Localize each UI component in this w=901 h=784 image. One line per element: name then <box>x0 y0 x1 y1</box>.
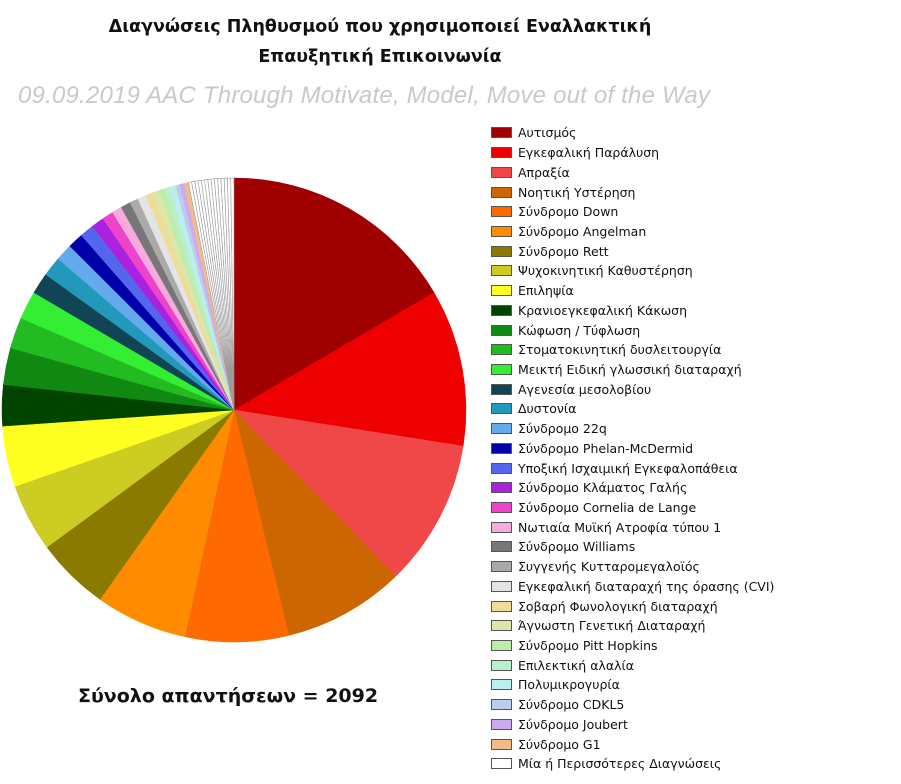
legend-label-20: Σύνδρομο Cornelia de Lange <box>518 500 697 516</box>
legend-label-14: Αγενεσία μεσολοβίου <box>518 381 652 397</box>
legend-item-15 <box>491 399 896 419</box>
legend-item-25 <box>491 596 896 616</box>
legend-label-33: Μία ή Περισσότερες Διαγνώσεις <box>518 756 722 772</box>
chart-subtitle: 09.09.2019 AAC Through Motivate, Model, Move out of the Way <box>18 82 711 109</box>
legend-label-31: Σύνδρομο Joubert <box>518 716 628 732</box>
legend-item-31 <box>491 715 896 735</box>
pie-chart <box>0 170 470 650</box>
legend-item-3 <box>491 162 896 182</box>
legend-swatch-33 <box>491 758 512 769</box>
legend-label-5: Σύνδρομο Down <box>518 204 619 220</box>
legend-item-12 <box>491 340 896 360</box>
legend-swatch-10 <box>491 305 512 316</box>
legend-swatch-25 <box>491 601 512 612</box>
legend-label-29: Πολυμικρογυρία <box>518 677 620 693</box>
legend-item-24 <box>491 577 896 597</box>
legend-label-25: Σοβαρή Φωνολογική διαταραχή <box>518 598 718 614</box>
legend-swatch-11 <box>491 325 512 336</box>
legend-swatch-30 <box>491 699 512 710</box>
legend-label-24: Εγκεφαλική διαταραχή της όρασης (CVI) <box>518 578 775 594</box>
legend-swatch-5 <box>491 206 512 217</box>
legend-label-13: Μεικτή Ειδική γλωσσική διαταραχή <box>518 361 742 377</box>
legend-item-16 <box>491 419 896 439</box>
legend-label-6: Σύνδρομο Angelman <box>518 223 647 239</box>
legend-item-9 <box>491 281 896 301</box>
legend-swatch-8 <box>491 265 512 276</box>
legend-item-10 <box>491 300 896 320</box>
legend-swatch-28 <box>491 660 512 671</box>
legend-item-7 <box>491 241 896 261</box>
legend-swatch-1 <box>491 127 512 138</box>
legend-item-29 <box>491 675 896 695</box>
legend-item-30 <box>491 695 896 715</box>
legend-swatch-6 <box>491 226 512 237</box>
legend-label-2: Εγκεφαλική Παράλυση <box>518 145 660 161</box>
legend-swatch-9 <box>491 285 512 296</box>
legend-label-1: Αυτισμός <box>518 125 577 141</box>
legend-item-21 <box>491 517 896 537</box>
legend-swatch-14 <box>491 384 512 395</box>
legend-swatch-29 <box>491 679 512 690</box>
legend-label-21: Νωτιαία Μυϊκή Ατροφία τύπου 1 <box>518 519 722 535</box>
legend-swatch-27 <box>491 640 512 651</box>
legend-swatch-15 <box>491 403 512 414</box>
legend-item-20 <box>491 498 896 518</box>
legend-swatch-32 <box>491 739 512 750</box>
legend-swatch-12 <box>491 344 512 355</box>
legend-label-10: Κρανιοεγκεφαλική Κάκωση <box>518 302 688 318</box>
legend-item-2 <box>491 143 896 163</box>
legend-item-19 <box>491 478 896 498</box>
legend-swatch-18 <box>491 463 512 474</box>
legend-item-5 <box>491 202 896 222</box>
legend-item-18 <box>491 458 896 478</box>
legend-label-16: Σύνδρομο 22q <box>518 421 607 437</box>
legend-label-15: Δυστονία <box>518 401 577 417</box>
total-responses-label: Σύνολο απαντήσεων = 2092 <box>78 685 379 707</box>
legend-swatch-17 <box>491 443 512 454</box>
legend-label-4: Νοητική Υστέρηση <box>518 184 636 200</box>
legend-swatch-26 <box>491 620 512 631</box>
legend-label-30: Σύνδρομο CDKL5 <box>518 697 625 713</box>
legend-label-17: Σύνδρομο Phelan-McDermid <box>518 440 694 456</box>
chart-title-line-1: Διαγνώσεις Πληθυσμού που χρησιμοποιεί Εναλλακτική <box>108 17 652 37</box>
legend-item-33 <box>491 754 896 774</box>
legend-swatch-20 <box>491 502 512 513</box>
legend-item-8 <box>491 261 896 281</box>
legend-label-11: Κώφωση / Τύφλωση <box>518 322 641 338</box>
legend-item-14 <box>491 379 896 399</box>
legend-swatch-24 <box>491 581 512 592</box>
legend-label-9: Επιληψία <box>518 283 574 299</box>
legend-label-7: Σύνδρομο Rett <box>518 243 609 259</box>
legend-item-17 <box>491 439 896 459</box>
legend-item-4 <box>491 182 896 202</box>
legend-swatch-7 <box>491 246 512 257</box>
legend-label-19: Σύνδρομο Κλάματος Γαλής <box>518 480 688 496</box>
legend-swatch-19 <box>491 482 512 493</box>
legend-item-6 <box>491 222 896 242</box>
legend-label-8: Ψυχοκινητική Καθυστέρηση <box>518 263 693 279</box>
legend-item-1 <box>491 123 896 143</box>
legend-label-23: Συγγενής Κυτταρομεγαλοϊός <box>518 559 700 575</box>
legend-item-26 <box>491 616 896 636</box>
legend-swatch-16 <box>491 423 512 434</box>
chart-legend <box>491 123 896 774</box>
legend-item-11 <box>491 320 896 340</box>
legend-swatch-2 <box>491 147 512 158</box>
legend-swatch-23 <box>491 561 512 572</box>
legend-swatch-31 <box>491 719 512 730</box>
legend-label-3: Απραξία <box>518 164 570 180</box>
legend-item-32 <box>491 734 896 754</box>
legend-item-13 <box>491 360 896 380</box>
legend-item-28 <box>491 655 896 675</box>
legend-label-28: Επιλεκτική αλαλία <box>518 657 634 673</box>
chart-title-line-2: Επαυξητική Επικοινωνία <box>258 47 502 67</box>
legend-label-22: Σύνδρομο Williams <box>518 539 636 555</box>
legend-label-18: Υποξική Ισχαιμική Εγκεφαλοπάθεια <box>518 460 738 476</box>
legend-label-12: Στοματοκινητική δυσλειτουργία <box>518 342 722 358</box>
legend-swatch-21 <box>491 522 512 533</box>
legend-swatch-3 <box>491 167 512 178</box>
legend-label-27: Σύνδρομο Pitt Hopkins <box>518 638 658 654</box>
legend-label-26: Άγνωστη Γενετική Διαταραχή <box>518 618 706 634</box>
chart-title <box>60 12 700 72</box>
legend-swatch-13 <box>491 364 512 375</box>
legend-item-22 <box>491 537 896 557</box>
legend-swatch-4 <box>491 187 512 198</box>
legend-item-27 <box>491 636 896 656</box>
legend-item-23 <box>491 557 896 577</box>
legend-swatch-22 <box>491 541 512 552</box>
legend-label-32: Σύνδρομο G1 <box>518 736 601 752</box>
